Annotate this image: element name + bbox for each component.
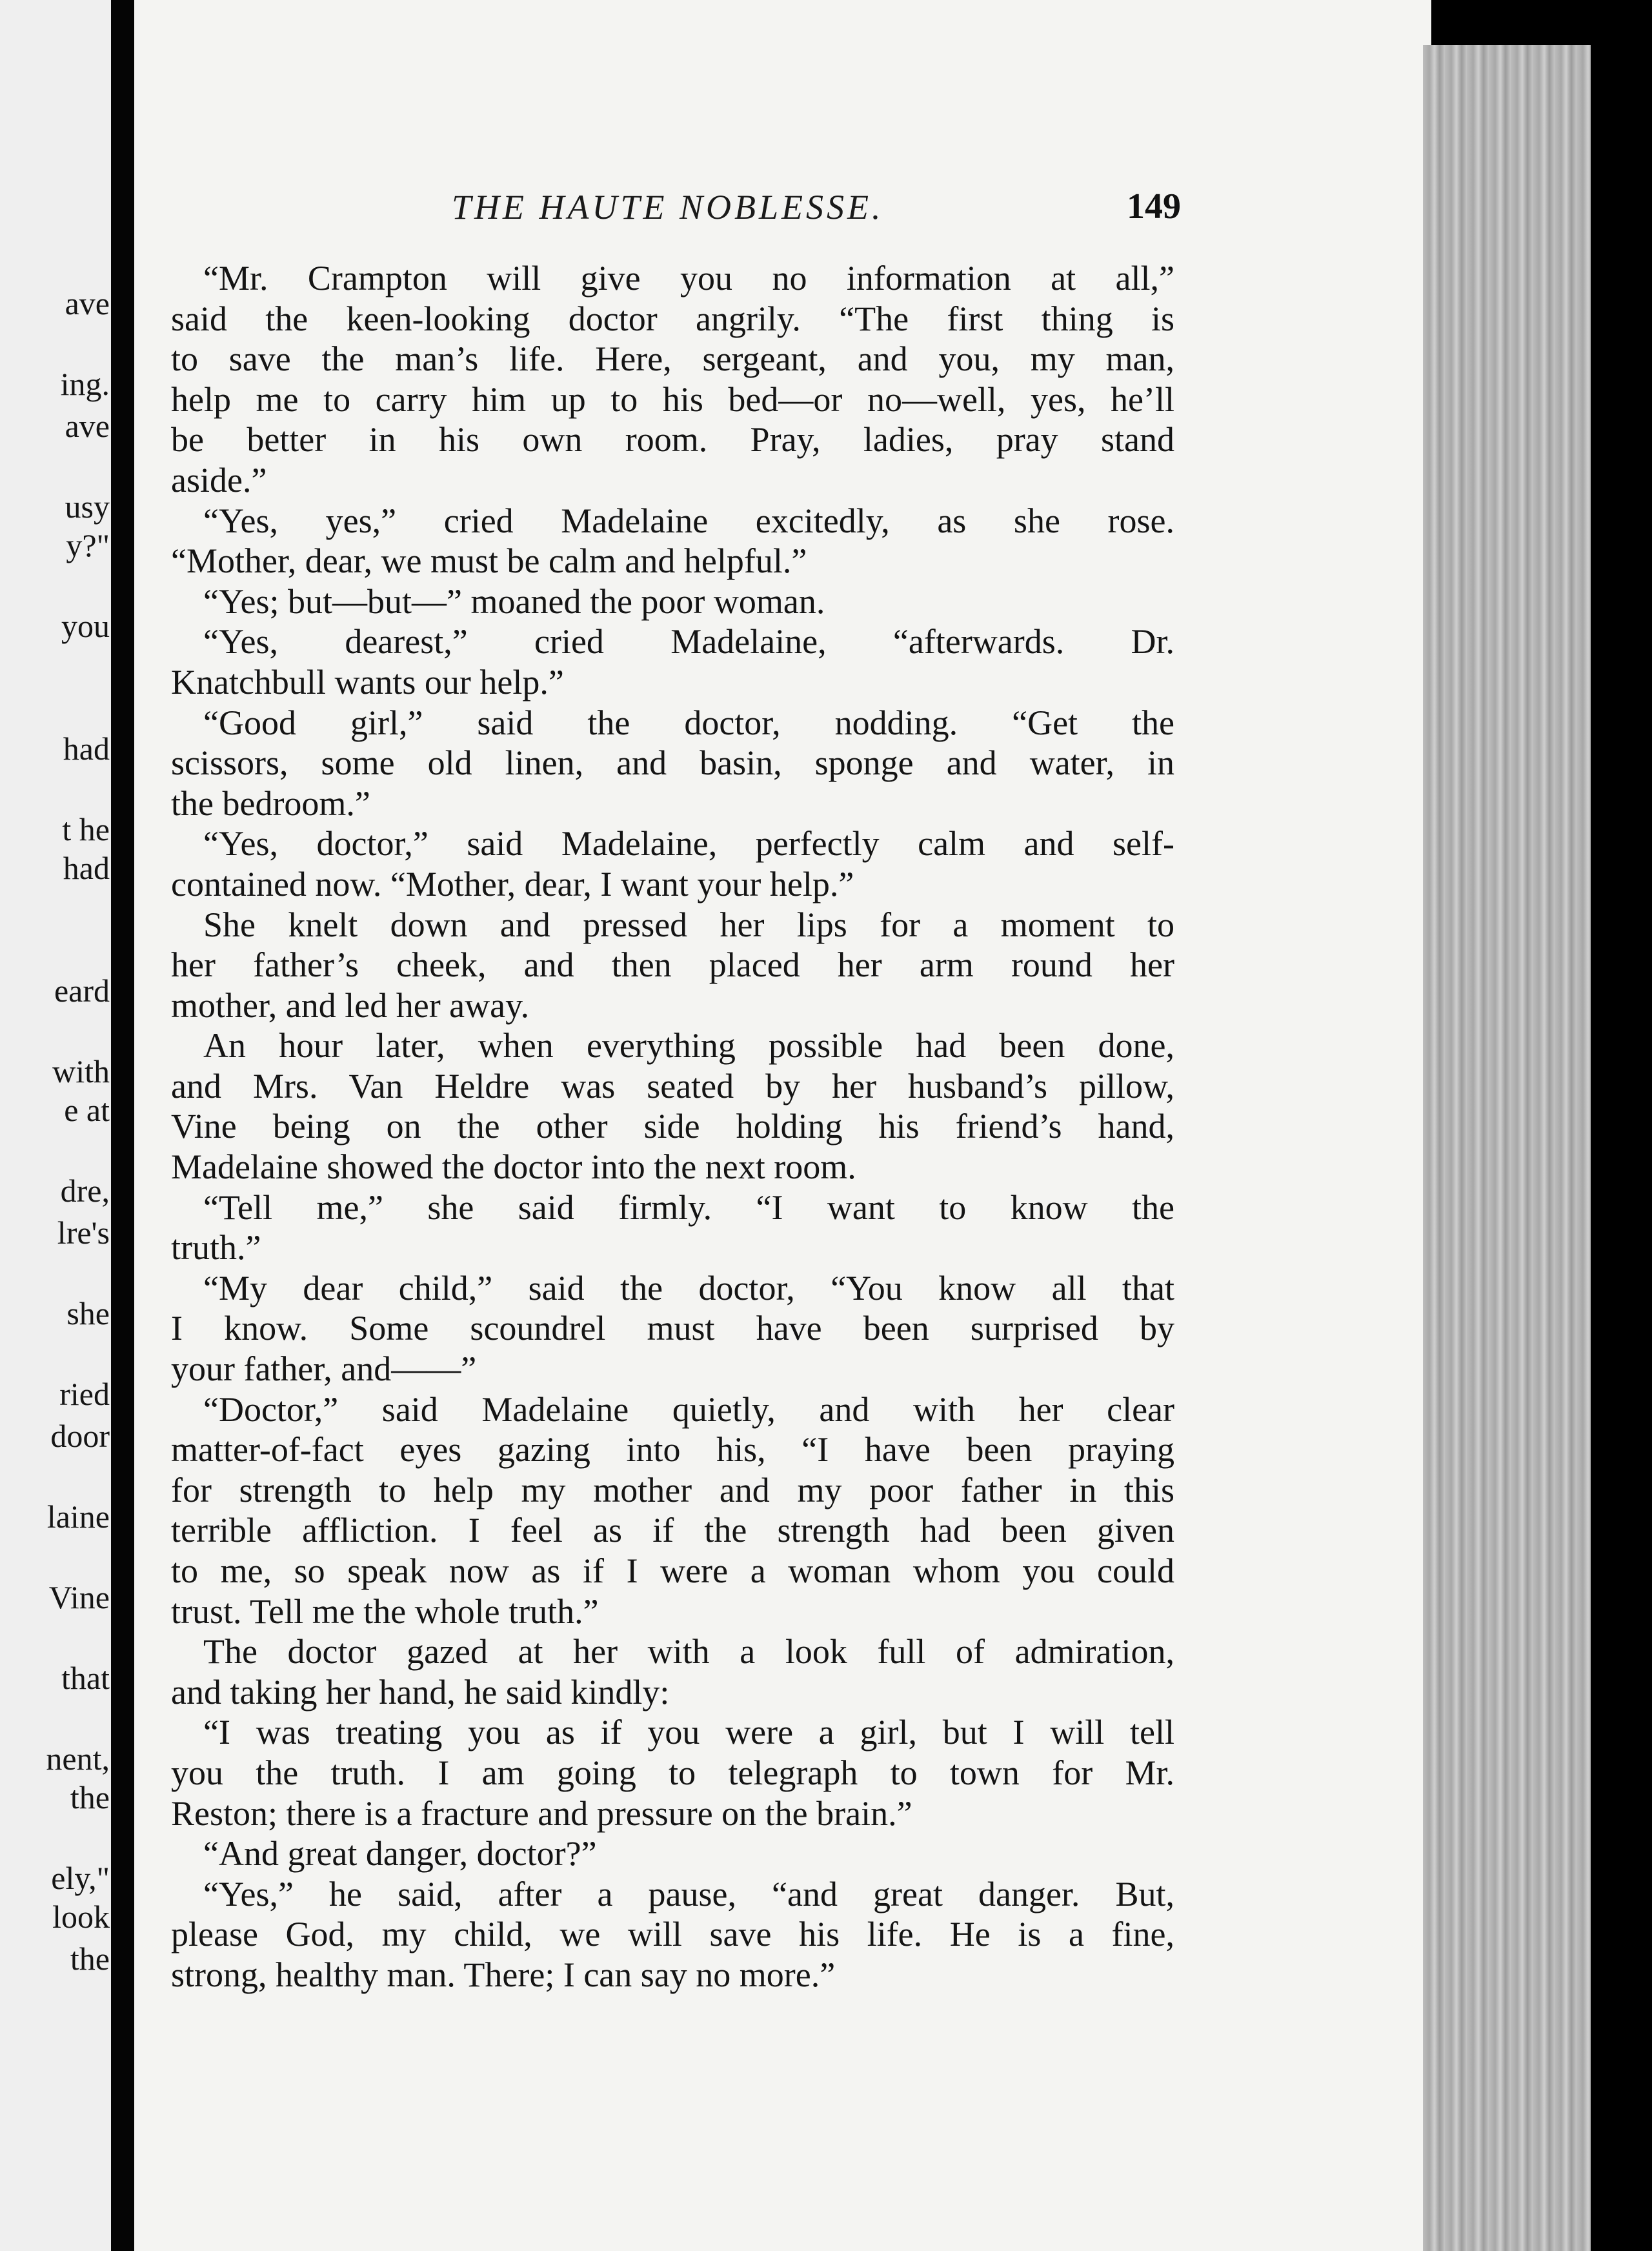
text-line: “Yes; but—but—” moaned the poor woman. <box>203 581 825 621</box>
text-line: Vine being on the other side holding his friend’s hand, <box>171 1107 1174 1146</box>
facing-page-word: ave <box>65 285 110 321</box>
text-line: for strength to help my mother and my poor father in this <box>171 1470 1174 1509</box>
book-gutter <box>111 0 137 2251</box>
text-line: and taking her hand, he said kindly: <box>171 1672 670 1711</box>
text-line: “I was treating you as if you were a girl, but I will tell <box>203 1713 1174 1752</box>
text-line: please God, my child, we will save his life. He is a fine, <box>171 1915 1174 1954</box>
text-line: to me, so speak now as if I were a woman whom you could <box>171 1551 1174 1590</box>
facing-page-word: nent, <box>46 1741 110 1777</box>
facing-page-word: ave <box>65 408 110 444</box>
text-line: Knatchbull wants our help.” <box>171 662 564 702</box>
facing-page-word: with <box>52 1053 110 1089</box>
facing-page-word: ing. <box>60 366 110 402</box>
page-edges <box>1423 45 1591 2251</box>
text-line: trust. Tell me the whole truth.” <box>171 1591 599 1631</box>
text-line: to save the man’s life. Here, sergeant, and you, my man, <box>171 339 1174 379</box>
facing-page-word: eard <box>54 973 110 1009</box>
page-number: 149 <box>1127 187 1181 227</box>
facing-page-word: she <box>66 1295 110 1331</box>
text-line: help me to carry him up to his bed—or no—well, yes, he’ll <box>171 379 1174 419</box>
facing-page-word: t he <box>62 811 110 847</box>
text-line: “Mother, dear, we must be calm and helpful.” <box>171 541 807 581</box>
text-line: matter-of-fact eyes gazing into his, “I have been praying <box>171 1430 1174 1469</box>
facing-page-word: door <box>50 1418 110 1454</box>
text-line: Reston; there is a fracture and pressure on the brain.” <box>171 1793 912 1833</box>
facing-page-word: laine <box>46 1499 110 1535</box>
page-header <box>174 181 1181 239</box>
text-line: “Good girl,” said the doctor, nodding. “Get the <box>203 703 1174 742</box>
text-line: I know. Some scoundrel must have been surprised by <box>171 1309 1174 1348</box>
text-line: “Tell me,” she said firmly. “I want to know the <box>203 1187 1174 1227</box>
text-line: be better in his own room. Pray, ladies, pray stand <box>171 420 1174 459</box>
text-line: scissors, some old linen, and basin, sponge and water, in <box>171 743 1174 783</box>
facing-page-word: y?" <box>66 527 110 563</box>
text-line: her father’s cheek, and then placed her arm round her <box>171 945 1174 985</box>
facing-page-word: the <box>70 1779 110 1815</box>
text-line: strong, healthy man. There; I can say no more.” <box>171 1955 836 1994</box>
text-line: “Yes, dearest,” cried Madelaine, “afterwards. Dr. <box>203 622 1174 661</box>
text-line: “Yes, doctor,” said Madelaine, perfectly calm and self- <box>203 824 1174 863</box>
facing-page-word: dre, <box>60 1173 110 1209</box>
text-line: The doctor gazed at her with a look full of admiration, <box>203 1632 1174 1671</box>
text-line: contained now. “Mother, dear, I want your help.” <box>171 864 854 903</box>
text-line: “Mr. Crampton will give you no information at all,” <box>203 259 1174 298</box>
body-text <box>171 258 1174 1995</box>
facing-page-word: the <box>70 1941 110 1977</box>
text-line: your father, and——” <box>171 1349 477 1389</box>
facing-page-word: you <box>61 608 110 644</box>
facing-page-word: e at <box>64 1092 110 1128</box>
text-line: mother, and led her away. <box>171 985 530 1025</box>
text-line: terrible affliction. I feel as if the strength had been given <box>171 1511 1174 1550</box>
text-line: “Yes,” he said, after a pause, “and great danger. But, <box>203 1874 1174 1913</box>
text-line: aside.” <box>171 460 267 500</box>
text-line: She knelt down and pressed her lips for a moment to <box>203 905 1174 944</box>
facing-page-word: look <box>52 1899 110 1935</box>
running-head: THE HAUTE NOBLESSE. <box>452 188 884 227</box>
facing-page-word: had <box>63 850 110 886</box>
text-line: said the keen-looking doctor angrily. “The first thing is <box>171 299 1174 338</box>
facing-page-word: usy <box>65 489 110 525</box>
facing-page-word: had <box>63 731 110 767</box>
facing-page-word: ely," <box>51 1860 110 1896</box>
text-line: An hour later, when everything possible had been done, <box>203 1026 1174 1065</box>
facing-page-word: ried <box>59 1376 110 1412</box>
facing-page-edge <box>0 0 116 2251</box>
text-line: and Mrs. Van Heldre was seated by her husband’s pillow, <box>171 1066 1174 1105</box>
text-line: the bedroom.” <box>171 783 370 823</box>
text-line: truth.” <box>171 1228 261 1267</box>
text-line: “My dear child,” said the doctor, “You know all that <box>203 1268 1174 1307</box>
facing-page-word: Vine <box>48 1579 110 1615</box>
facing-page-word: that <box>61 1660 110 1696</box>
text-line: Madelaine showed the doctor into the next room. <box>171 1147 856 1187</box>
scan-border <box>1591 0 1652 2251</box>
text-line: “Doctor,” said Madelaine quietly, and with her clear <box>203 1389 1174 1429</box>
text-line: “Yes, yes,” cried Madelaine excitedly, as she rose. <box>203 501 1174 540</box>
facing-page-word: lre's <box>57 1215 110 1251</box>
text-line: you the truth. I am going to telegraph to town for Mr. <box>171 1753 1174 1792</box>
text-line: “And great danger, doctor?” <box>203 1834 597 1873</box>
